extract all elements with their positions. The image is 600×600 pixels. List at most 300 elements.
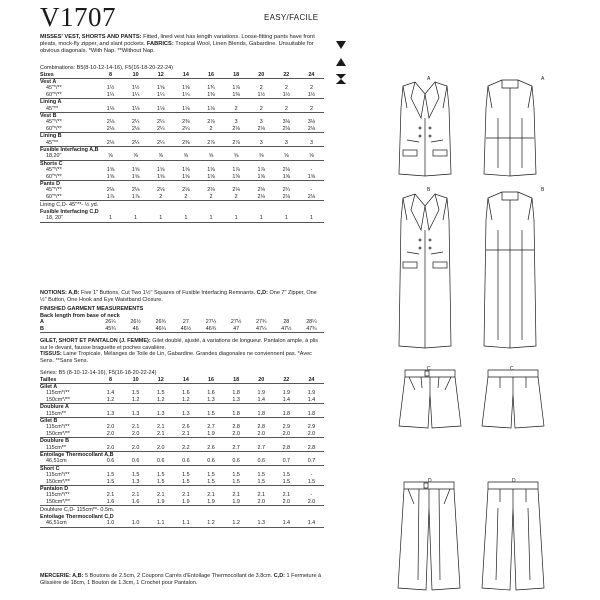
yardage-value: 1.2	[224, 520, 249, 527]
yardage-table-english	[40, 72, 324, 202]
fabrics-fr-text: Laine Tropicale, Mélanges de Toile de Lin, Gabardine. Grandes diagonales ne conviennent pas. *Avec Sens. **Sans Sens.	[40, 351, 312, 364]
yardage-value: 2⅜	[173, 140, 198, 147]
yardage-value: 1.3	[98, 411, 123, 418]
yardage-value: 1⅛	[123, 106, 148, 113]
yardage-value: 2⅞	[198, 140, 223, 147]
yardage-value: 1.4	[274, 520, 299, 527]
yardage-value: 1.5	[198, 479, 223, 486]
section-title: Vest B	[40, 112, 57, 119]
yardage-value: 1	[123, 215, 148, 222]
yardage-row	[40, 92, 324, 99]
notions-fr-label: MERCERIE: A,B:	[40, 573, 84, 579]
yardage-value: 2⅛	[98, 140, 123, 147]
yardage-value: 2⅛	[106, 187, 115, 194]
yardage-value: 1.5	[157, 390, 165, 397]
yardage-value: 2⅛	[207, 187, 215, 194]
yardage-value: 2	[224, 106, 249, 113]
section-title: Vest A	[40, 78, 57, 85]
combinations-fr-text: Séries: B5 (8-10-12-14-16), F5(16-18-20-22-24)	[40, 370, 157, 376]
yardage-value: 3	[299, 140, 324, 147]
yardage-value: 1.0	[123, 520, 148, 527]
width-label: 60"*/**	[40, 194, 98, 201]
yardage-value: 1⅛	[198, 106, 223, 113]
yardage-value: 1.5	[274, 479, 299, 486]
width-label: 45"**	[40, 140, 98, 147]
yardage-row	[40, 397, 324, 404]
size-header: 20	[249, 377, 274, 384]
yardage-row	[40, 140, 324, 147]
yardage-value: 1.9	[307, 390, 316, 397]
yardage-value: 1.4	[274, 397, 299, 404]
yardage-value: 2	[309, 85, 313, 92]
yardage-value: 1.3	[249, 520, 274, 527]
section-title-row	[40, 133, 324, 140]
section-title-row	[40, 417, 324, 424]
section-title: Entoilage Thermocollant C,D	[40, 513, 114, 520]
width-label: 18, 20"	[40, 215, 98, 222]
yardage-value: 1⅝	[249, 174, 274, 181]
yardage-english	[40, 65, 324, 223]
yardage-value: 2.6	[198, 445, 223, 452]
yardage-value: 1⅛	[98, 106, 123, 113]
yardage-table-french	[40, 377, 324, 507]
yardage-value: 1.5	[98, 479, 123, 486]
section-title-row	[40, 383, 324, 390]
yardage-value: 2⅛	[123, 126, 148, 133]
yardage-value: 2	[148, 194, 173, 201]
section-title-row	[40, 465, 324, 472]
yardage-value: 2.0	[98, 445, 123, 452]
yardage-value: 1⅝	[224, 174, 249, 181]
yardage-row	[40, 445, 324, 452]
yardage-row	[40, 194, 324, 201]
yardage-value: 2.8	[299, 445, 324, 452]
yardage-value: 2	[249, 106, 274, 113]
yardage-value: 2.0	[274, 499, 299, 506]
yardage-value: 1.2	[123, 397, 148, 404]
yardage-value: 3	[259, 119, 263, 126]
yardage-value: 2⅛	[106, 119, 115, 126]
width-label: 45"**	[40, 106, 98, 113]
illustration-label-c-back: C	[510, 366, 514, 372]
yardage-value: ⅝	[148, 153, 173, 160]
measurement-value: 47¼	[249, 326, 274, 333]
size-header: 10	[123, 377, 148, 384]
yardage-value: 3⅛	[282, 119, 291, 126]
vest-a-back-illustration	[470, 78, 550, 180]
yardage-value: 2.0	[249, 431, 274, 438]
measurement-value: 27¾	[255, 319, 267, 326]
width-label: 115cm*/**	[46, 424, 70, 431]
fabrics-label: FABRICS:	[146, 41, 174, 48]
yardage-value: 1.5	[157, 472, 165, 479]
yardage-value: 1.5	[148, 479, 173, 486]
yardage-value: 3⅛	[307, 119, 316, 126]
size-header: 8	[98, 72, 123, 79]
size-header: 18	[224, 377, 249, 384]
finished-title: FINISHED GARMENT MEASUREMENTS	[40, 306, 144, 312]
yardage-value: 2.1	[106, 492, 115, 499]
yardage-value: ⅝	[299, 153, 324, 160]
yardage-value: 1⅛	[173, 106, 198, 113]
yardage-value: 3	[249, 140, 274, 147]
yardage-value: 0.7	[299, 458, 324, 465]
fusible-cd-table-english	[40, 209, 324, 223]
description-fr-body: Gilet doublé, ajusté, à variations de longueur. Pantalon ample, à plis sur le devant, fausse braguette et poches cavalière.	[40, 338, 318, 351]
yardage-value: 1⅝	[198, 174, 223, 181]
yardage-value: ⅝	[123, 153, 148, 160]
yardage-value: 2¼	[131, 119, 140, 126]
yardage-value: 1⅜	[224, 92, 249, 99]
yardage-value: 1⅝	[173, 174, 198, 181]
yardage-value: 2	[284, 85, 288, 92]
illustration-label-d-front: D	[428, 478, 432, 484]
illustration-label-c-front: C	[427, 366, 431, 372]
illustration-label-a-front: A	[427, 76, 431, 82]
width-label: 45"*/**	[46, 85, 62, 92]
yardage-value: 1.2	[148, 397, 173, 404]
yardage-value: 2.7	[249, 445, 274, 452]
size-header: 20	[249, 72, 274, 79]
yardage-value: 2.1	[173, 431, 198, 438]
section-title-row	[40, 160, 324, 167]
yardage-value: 1.3	[123, 411, 148, 418]
yardage-value: 1⅝	[274, 174, 299, 181]
size-header: 12	[148, 377, 173, 384]
yardage-value: 1	[148, 215, 173, 222]
measurement-value: 27½	[230, 319, 242, 326]
yardage-value: 2.1	[131, 492, 140, 499]
yardage-value: 1.5	[173, 479, 198, 486]
section-title: Pants D	[40, 181, 61, 187]
yardage-value: ⅝	[198, 153, 223, 160]
width-label: 150cm*/**	[40, 397, 98, 404]
yardage-value: 1.1	[173, 520, 198, 527]
yardage-value: 2¼	[282, 187, 291, 194]
symbol-column	[336, 40, 350, 91]
yardage-value: 1.3	[123, 479, 148, 486]
yardage-value: 2.1	[131, 424, 140, 431]
yardage-value: 1.5	[131, 390, 140, 397]
illustration-label-b-front: B	[427, 187, 431, 193]
yardage-value: 1.5	[106, 472, 115, 479]
yardage-value: 1.2	[198, 520, 223, 527]
yardage-value: 3	[274, 140, 299, 147]
yardage-value: 1.5	[182, 472, 190, 479]
yardage-value: 2.9	[282, 424, 291, 431]
size-header: 16	[198, 377, 223, 384]
triangle-down-icon	[336, 40, 346, 50]
yardage-value: 2.0	[224, 431, 249, 438]
yardage-row	[40, 520, 324, 527]
lining-cd-text: Lining C,D- 45"**- ½ yd.	[40, 202, 99, 209]
yardage-value: -	[310, 187, 313, 194]
yardage-value: 2.0	[249, 499, 274, 506]
yardage-value: 1⅝	[131, 167, 140, 174]
size-header: 12	[148, 72, 173, 79]
finished-row	[40, 326, 324, 333]
yardage-value: 1¾	[207, 85, 215, 92]
yardage-value: 1⅞	[123, 194, 148, 201]
yardage-value: 1.9	[173, 499, 198, 506]
fabrics-text: Tropical Wool, Linen Blends, Gabardine. Unsuitable for obvious diagonals. *With Nap. **Without Nap.	[40, 41, 314, 55]
yardage-value: 1.5	[224, 479, 249, 486]
yardage-value: ⅝	[249, 153, 274, 160]
notions-fr-text: 5 Boutons de 2.5cm, 2 Coupons Carrés d'Entoilage Thermocollant de 3.8cm.	[83, 573, 274, 579]
width-label: 60"*/**	[40, 92, 98, 99]
yardage-value: 1.5	[249, 479, 274, 486]
section-title: Fusible Interfacing C,D	[40, 208, 99, 215]
shorts-c-front-illustration	[395, 368, 465, 430]
yardage-value: -	[310, 167, 313, 174]
yardage-value: 0.6	[249, 458, 274, 465]
section-title-row	[40, 146, 324, 153]
yardage-value: 2.0	[299, 499, 324, 506]
yardage-value: 1¼	[123, 92, 148, 99]
yardage-value: 1⅝	[98, 174, 123, 181]
yardage-value: 2.6	[182, 424, 190, 431]
width-label: 150cm*/**	[40, 479, 98, 486]
yardage-row	[40, 153, 324, 160]
yardage-value: 1.5	[207, 472, 215, 479]
yardage-value: 2¼	[123, 140, 148, 147]
yardage-value: 1.4	[299, 520, 324, 527]
yardage-value: ⅝	[173, 153, 198, 160]
yardage-row	[40, 126, 324, 133]
yardage-value: ⅝	[274, 153, 299, 160]
description-fr-title: GILET, SHORT ET PANTALON (J. FEMME):	[40, 338, 151, 344]
yardage-value: 1¼	[98, 92, 123, 99]
yardage-value: 1.5	[257, 472, 265, 479]
yardage-value: 1.9	[148, 499, 173, 506]
yardage-value: 2	[198, 194, 223, 201]
yardage-value: 2⅛	[257, 187, 265, 194]
size-header: 10	[123, 72, 148, 79]
section-title-row	[40, 181, 324, 188]
lining-cd-fr-text: Doublure C,D- 115cm**- 0.5m.	[40, 507, 115, 514]
yardage-value: 1⅝	[148, 174, 173, 181]
measurement-value: 28	[283, 319, 290, 326]
width-label: 150cm*/**	[40, 431, 98, 438]
yardage-value: 1	[98, 215, 123, 222]
yardage-value: 1.9	[257, 390, 265, 397]
section-title: Doublure B	[40, 438, 70, 445]
yardage-value: 1.3	[224, 397, 249, 404]
combinations-text: Combinations: B5(8-10-12-14-16), F5(16-18-20-22-24)	[40, 65, 173, 71]
measurement-value: 47½	[274, 326, 299, 333]
sizes-row	[40, 72, 324, 79]
yardage-value: 1½	[249, 92, 274, 99]
size-header: 16	[198, 72, 223, 79]
yardage-value: 2⅛	[232, 187, 240, 194]
yardage-value: -	[310, 472, 313, 479]
sizes-label: Sizes	[40, 72, 98, 79]
yardage-value: 1⅞	[232, 85, 240, 92]
difficulty-label: EASY/FACILE	[264, 13, 319, 22]
sizes-row	[40, 377, 324, 384]
view-label: A	[40, 319, 44, 326]
sizes-label: Tailles	[40, 377, 98, 384]
measurement-value: 46¾	[198, 326, 223, 333]
size-header: 14	[173, 72, 198, 79]
yardage-value: 2.8	[232, 424, 240, 431]
section-title-row	[40, 99, 324, 106]
section-title: Pantalon D	[40, 486, 69, 492]
pattern-number: V1707	[40, 2, 116, 32]
yardage-value: 1⅝	[207, 167, 215, 174]
yardage-value: 2.0	[123, 445, 148, 452]
yardage-value: 0.6	[224, 458, 249, 465]
width-label: 45"*/**	[46, 167, 62, 174]
yardage-value: 2⅛	[282, 167, 291, 174]
size-header: 14	[173, 377, 198, 384]
yardage-value: 2¼	[173, 126, 198, 133]
yardage-value: 1	[224, 215, 249, 222]
yardage-value: 2.1	[257, 492, 265, 499]
section-title-row	[40, 438, 324, 445]
yardage-value: 2⅛	[249, 194, 274, 201]
yardage-value: 2.0	[98, 431, 123, 438]
yardage-value: 1⅜	[198, 92, 223, 99]
measurement-value: 27¼	[205, 319, 217, 326]
yardage-value: 1.0	[98, 520, 123, 527]
measurement-value: 27	[182, 319, 189, 326]
yardage-value: 2.1	[157, 424, 165, 431]
illustration-label-b-back: B	[541, 187, 545, 193]
yardage-value: 1.5	[232, 472, 240, 479]
yardage-value: 2⅛	[274, 126, 299, 133]
yardage-row	[40, 411, 324, 418]
yardage-value: 0.7	[274, 458, 299, 465]
width-label: 60"*/**	[40, 174, 98, 181]
shorts-c-back-illustration	[478, 368, 548, 430]
yardage-value: 2¼	[148, 126, 173, 133]
width-label: 115cm*/**	[46, 390, 70, 397]
yardage-value: 2⅛	[299, 194, 324, 201]
notions-text: Five 1" Buttons, Cut Two 1½" Squares of Fusible Interfacing Remnants.	[79, 290, 257, 296]
section-title: Lining A	[40, 99, 62, 106]
yardage-value: 1.3	[198, 397, 223, 404]
measurement-value: 46	[123, 326, 148, 333]
yardage-value: 0.6	[148, 458, 173, 465]
yardage-value: 1⅞	[232, 167, 240, 174]
yardage-value: 2.0	[299, 431, 324, 438]
yardage-value: 1⅝	[157, 167, 165, 174]
size-header: 18	[224, 72, 249, 79]
yardage-value: 1.8	[299, 411, 324, 418]
measurement-value: 47¾	[299, 326, 324, 333]
yardage-value: 2⅛	[249, 126, 274, 133]
yardage-value: 2	[198, 126, 223, 133]
yardage-value: 2.1	[182, 492, 190, 499]
width-label: 60"*/**	[40, 126, 98, 133]
yardage-value: ⅝	[224, 153, 249, 160]
width-label: 150cm*/**	[40, 499, 98, 506]
yardage-value: 1.8	[224, 411, 249, 418]
size-header: 24	[299, 377, 324, 384]
width-label: 45"*/**	[46, 119, 62, 126]
yardage-value: 1¼	[148, 92, 173, 99]
measurement-value: 28¼	[306, 319, 317, 326]
width-label: 115cm**	[40, 411, 98, 418]
yardage-value: 1.9	[224, 499, 249, 506]
yardage-value: 1	[198, 215, 223, 222]
description-english	[40, 34, 324, 56]
fabrics-fr-label: TISSUS:	[40, 351, 62, 358]
yardage-value: 1½	[299, 92, 324, 99]
yardage-value: 2.0	[106, 424, 115, 431]
yardage-value: 2.1	[232, 492, 240, 499]
yardage-value: 1	[274, 215, 299, 222]
yardage-value: 1.3	[148, 411, 173, 418]
yardage-value: 2.7	[207, 424, 215, 431]
triangle-up-icon	[336, 57, 346, 67]
yardage-value: 1⅝	[123, 174, 148, 181]
view-label: B	[40, 326, 98, 333]
yardage-value: 1⅝	[182, 167, 190, 174]
yardage-value: 2⅛	[224, 126, 249, 133]
section-title: Fusible Interfacing A,B	[40, 146, 99, 153]
yardage-value: 1⅛	[148, 106, 173, 113]
fusible-cd-table-french	[40, 514, 324, 528]
pants-d-front-illustration	[392, 480, 466, 592]
section-title: Short C	[40, 465, 60, 472]
width-label: 46,51cm	[40, 458, 98, 465]
size-header: 8	[98, 377, 123, 384]
yardage-value: 1.4	[249, 397, 274, 404]
yardage-value: 2⅛	[299, 126, 324, 133]
finished-subtitle: Back length from base of neck	[40, 312, 120, 319]
width-label: 45"*/**	[46, 187, 62, 194]
yardage-value: 2.7	[224, 445, 249, 452]
yardage-value: 2.8	[274, 445, 299, 452]
notions-french	[40, 573, 324, 586]
size-header: 22	[274, 377, 299, 384]
yardage-value: 1.6	[207, 390, 215, 397]
yardage-value: 1	[299, 215, 324, 222]
yardage-row	[40, 499, 324, 506]
yardage-value: 2	[259, 85, 263, 92]
yardage-value: 2⅞	[207, 119, 215, 126]
yardage-value: 1.8	[232, 390, 240, 397]
yardage-value: 1.8	[274, 411, 299, 418]
width-label: 46,51cm	[40, 520, 98, 527]
yardage-value: 1.9	[282, 390, 291, 397]
measurement-value: 46¼	[148, 326, 173, 333]
measurement-value: 46½	[173, 326, 198, 333]
width-label: 115cm**	[40, 445, 98, 452]
yardage-value: 0.6	[198, 458, 223, 465]
finished-measurements	[40, 306, 324, 333]
notions-cd-text: One 7" Zipper, One ½" Button, One Hook and Eye Waistband Closure.	[40, 290, 317, 303]
yardage-value: -	[310, 492, 313, 499]
yardage-value: 1½	[106, 85, 115, 92]
measurement-value: 26½	[130, 319, 141, 326]
section-title: Gilet A	[40, 383, 58, 390]
yardage-value: 2⅛	[98, 126, 123, 133]
section-title-row	[40, 451, 324, 458]
yardage-value: 2	[173, 194, 198, 201]
yardage-value: 1⅝	[182, 85, 190, 92]
section-title-row	[40, 404, 324, 411]
pants-d-back-illustration	[476, 480, 550, 592]
yardage-row	[40, 458, 324, 465]
yardage-value: 2.8	[257, 424, 265, 431]
finished-table	[40, 319, 324, 333]
yardage-value: 1.5	[282, 472, 291, 479]
width-label: 18,20"	[40, 153, 98, 160]
yardage-value: 1¼	[173, 92, 198, 99]
